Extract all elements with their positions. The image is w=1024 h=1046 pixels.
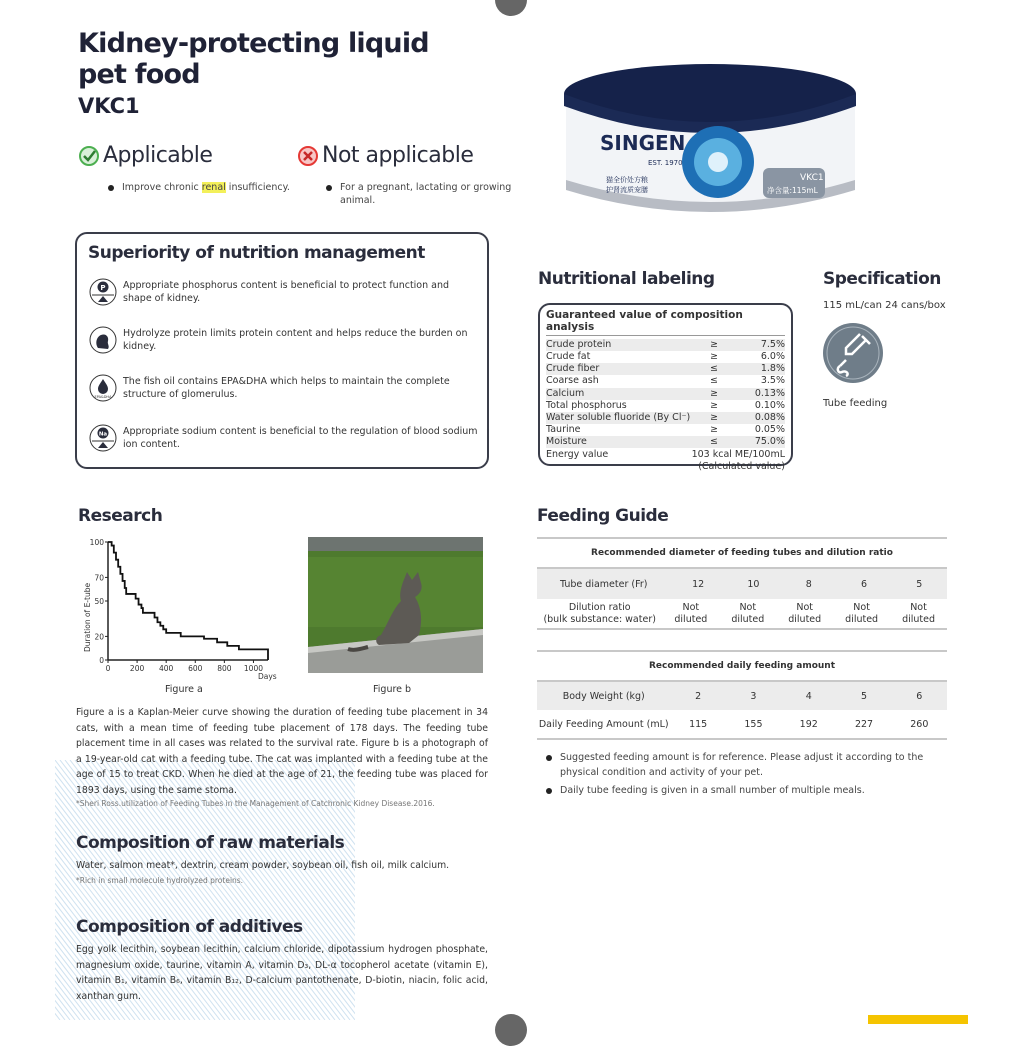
- protein-icon: [89, 326, 117, 354]
- additives-text: Egg yolk lecithin, soybean lecithin, calcium chloride, dipotassium hydrogen phosphate, magnesium oxide, taurine, vitamin A, vitamin D₃, DL-α tocopherol acetate (vitamin E), vitamin B₁, vitamin B₆, vitamin B₁₂, D-calcium pantothenate, D-biotin, niacin, folic acid, xanthan gum.: [76, 944, 488, 1002]
- superiority-title: Superiority of nutrition management: [88, 243, 425, 263]
- composition-row: Crude fiber ≤ 1.8%: [546, 363, 785, 375]
- composition-row: Taurine ≥ 0.05%: [546, 423, 785, 435]
- energy-note: (Calculated value): [698, 461, 785, 473]
- superiority-box: [75, 232, 489, 469]
- composition-row: Crude fat ≥ 6.0%: [546, 351, 785, 363]
- y-tick-label: 20: [94, 632, 104, 642]
- x-axis-label: Days: [258, 672, 277, 681]
- tube-feeding-label: Tube feeding: [823, 398, 888, 409]
- superiority-text: Hydrolyze protein limits protein content and helps reduce the burden on kidney.: [123, 328, 468, 352]
- feeding-note: Suggested feeding amount is for reference. Please adjust it according to the physical condition and activity of your pet.: [546, 750, 951, 780]
- feeding-title: Feeding Guide: [537, 506, 669, 526]
- energy-row: Energy value 103 kcal ME/100mL: [546, 449, 785, 461]
- x-tick-label: 1000: [243, 664, 264, 673]
- fish-oil-drop-icon: [89, 374, 117, 402]
- raw-materials-title: Composition of raw materials: [76, 833, 345, 853]
- y-tick-label: 50: [94, 597, 104, 606]
- x-tick-label: 800: [217, 664, 232, 673]
- cat-photo: [308, 537, 483, 673]
- feeding-note: Daily tube feeding is given in a small number of multiple meals.: [546, 783, 951, 798]
- applicable-item: Improve chronic renal insufficiency.: [108, 181, 290, 194]
- y-axis-label: Duration of E-tube: [83, 582, 92, 652]
- tube-table-title: Recommended diameter of feeding tubes and dilution ratio: [591, 548, 893, 558]
- can-cn-line2: 护肾流质宠膳: [606, 186, 648, 194]
- figure-b-caption: Figure b: [373, 684, 412, 695]
- not-applicable-label: Not applicable: [322, 143, 474, 168]
- yellow-tab: [868, 1015, 968, 1024]
- superiority-item: [89, 374, 479, 402]
- tube-diameter-row: Tube diameter (Fr) 12 10 8 6 5: [537, 569, 947, 599]
- y-tick-label: 100: [89, 538, 104, 547]
- product-can-image: [558, 62, 863, 224]
- est-text: EST. 1970: [648, 159, 683, 167]
- daily-amount-row: Daily Feeding Amount (mL) 115 155 192 227 260: [538, 718, 929, 730]
- body-weight-row: Body Weight (kg) 2 3 4 5 6: [537, 682, 947, 710]
- research-title: Research: [78, 506, 163, 526]
- phosphorus-icon: [89, 278, 117, 306]
- research-paragraph: Figure a is a Kaplan-Meier curve showing the duration of feeding tube placement in 34 cats, with a mean time of feeding tube placement of 178 days. The feeding tube placement time in all cases was related to the survival rate. Figure b is a photograph of a 19-year-old cat with a feeding tube. The cat was implanted with a feeding tube at the age of 15 to treat CKD. When he died at the age of 21, the feeding tube was placed for 1893 days, using the same stoma.: [76, 707, 488, 796]
- svg-text:EPA&DHA: EPA&DHA: [94, 395, 112, 399]
- not-applicable-item: For a pregnant, lactating or growing animal.: [326, 181, 526, 207]
- x-tick-label: 200: [129, 664, 145, 673]
- superiority-item: [89, 326, 479, 354]
- composition-table: [538, 303, 793, 473]
- raw-materials-text: Water, salmon meat*, dextrin, cream powder, soybean oil, fish oil, milk calcium.: [76, 860, 450, 871]
- can-cn-line1: 猫全价处方粮: [606, 176, 648, 184]
- top-scroll-dot: [495, 0, 527, 16]
- can-net: 净含量:115mL: [767, 186, 818, 195]
- superiority-item: [89, 278, 479, 306]
- model-code: VKC1: [78, 94, 140, 118]
- superiority-text: The fish oil contains EPA&DHA which helps to maintain the complete structure of glomerulus.: [123, 376, 450, 400]
- sodium-icon: [89, 424, 117, 452]
- y-tick-label: 70: [94, 573, 104, 583]
- specification-text: 115 mL/can 24 cans/box: [823, 300, 946, 311]
- svg-text:P: P: [100, 284, 106, 292]
- nutrition-title: Nutritional labeling: [538, 269, 715, 289]
- additives-title: Composition of additives: [76, 917, 303, 937]
- syringe-tube-icon: [822, 322, 884, 384]
- can-model: VKC1: [800, 173, 824, 183]
- x-tick-label: 0: [105, 664, 111, 673]
- composition-row: Moisture ≤ 75.0%: [546, 435, 785, 447]
- x-tick-label: 600: [188, 664, 203, 673]
- x-tick-label: 400: [159, 664, 174, 673]
- kaplan-meier-chart: [78, 535, 278, 685]
- y-tick-label: 0: [99, 656, 104, 665]
- figure-a-caption: Figure a: [165, 684, 203, 695]
- not-applicable-heading: [297, 143, 473, 168]
- check-circle-icon: [78, 145, 100, 167]
- specification-title: Specification: [823, 269, 941, 289]
- bottom-scroll-dot: [495, 1014, 527, 1046]
- composition-table-title: Guaranteed value of composition analysis: [546, 309, 785, 336]
- composition-row: Coarse ash ≤ 3.5%: [546, 375, 785, 387]
- survival-curve: [108, 542, 268, 660]
- daily-amount-table: [537, 650, 947, 740]
- composition-row: Crude protein ≥ 7.5%: [546, 339, 785, 351]
- composition-row: Calcium ≥ 0.13%: [546, 387, 785, 399]
- composition-row: Water soluble fluoride (By Cl⁻) ≥ 0.08%: [546, 411, 785, 423]
- composition-row: Total phosphorus ≥ 0.10%: [546, 399, 785, 411]
- tube-diameter-table: [537, 537, 947, 630]
- raw-materials-note: *Rich in small molecule hydrolyzed proteins.: [76, 876, 244, 885]
- applicable-heading: [78, 143, 212, 168]
- brand-logo: SINGEN: [600, 131, 686, 155]
- research-citation: *Sheri Ross.utilization of Feeding Tubes in the Management of Catchronic Kidney Disease.2016.: [76, 799, 435, 808]
- dilution-row: Dilution ratio (bulk substance: water) Not diluted Not diluted Not diluted Not diluted Not diluted: [543, 601, 936, 625]
- page-title: Kidney-protecting liquid pet food: [78, 28, 429, 90]
- x-circle-icon: [297, 145, 319, 167]
- superiority-text: Appropriate phosphorus content is beneficial to protect function and shape of kidney.: [123, 280, 450, 304]
- superiority-text: Appropriate sodium content is beneficial to the regulation of blood sodium ion content.: [123, 426, 478, 450]
- applicable-label: Applicable: [103, 143, 213, 168]
- amount-table-title: Recommended daily feeding amount: [648, 661, 835, 671]
- superiority-item: [89, 424, 479, 452]
- svg-text:Na: Na: [98, 431, 108, 438]
